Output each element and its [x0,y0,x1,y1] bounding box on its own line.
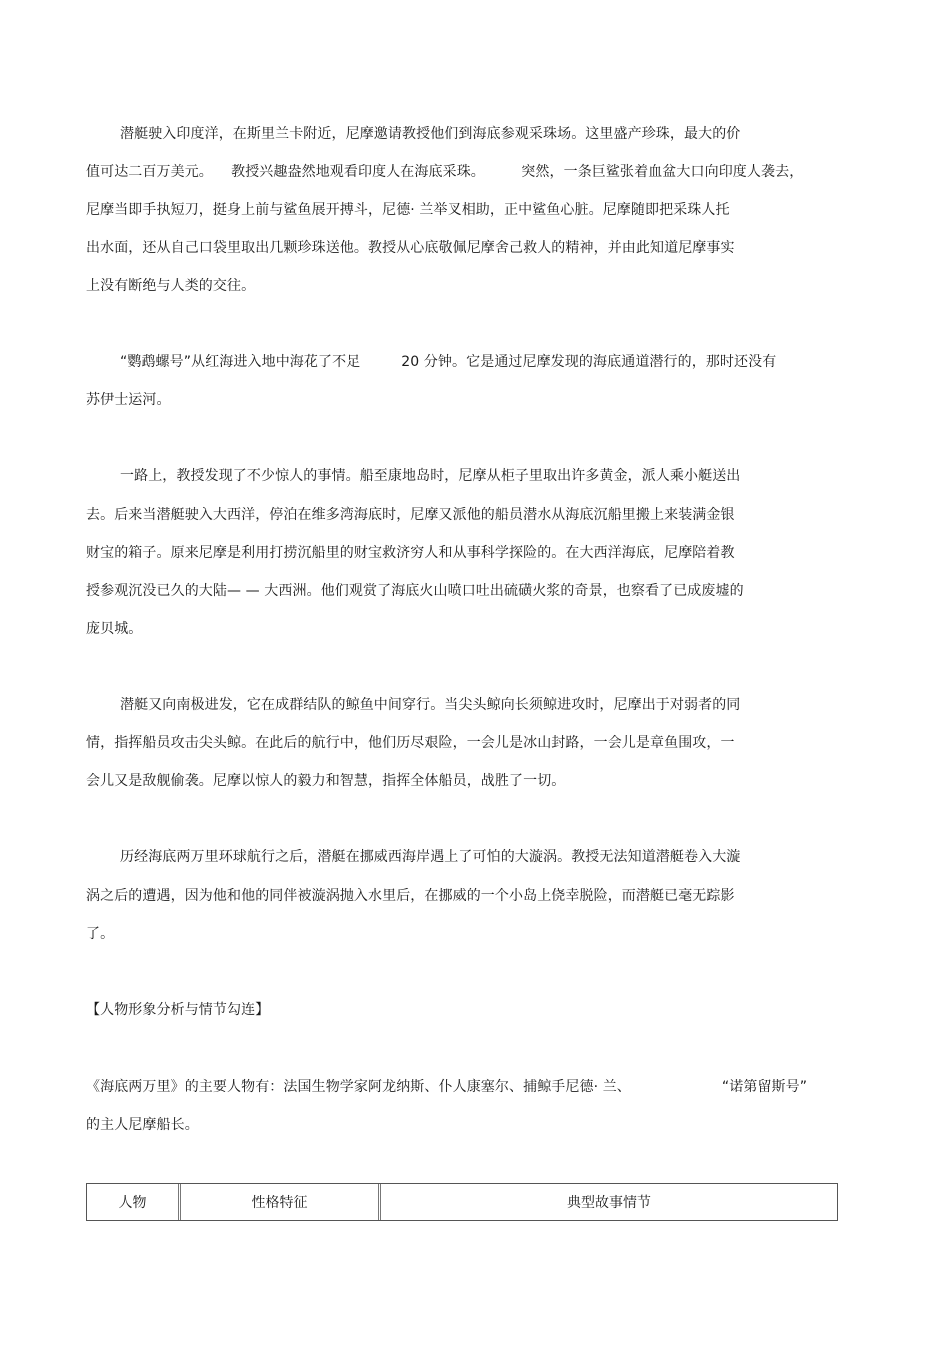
paragraph-1-line-4: 出水面，还从自己口袋里取出几颗珍珠送他。教授从心底敬佩尼摩舍己救人的精神，并由此知道尼摩事实 [86,240,735,256]
paragraph-1-line-5: 上没有断绝与人类的交往。 [86,278,256,294]
table-header-plot: 典型故事情节 [567,1195,651,1211]
table-header-traits: 性格特征 [181,1184,381,1220]
paragraph-1-line-3: 尼摩当即手执短刀，挺身上前与鲨鱼展开搏斗，尼德· 兰举叉相助，正中鲨鱼心脏。尼摩随即把采珠人托 [86,202,730,218]
paragraph-2-line-2: 苏伊士运河。 [86,392,171,408]
paragraph-3-line-1: 一路上，教授发现了不少惊人的事情。船至康地岛时，尼摩从柜子里取出许多黄金，派人乘小艇送出 [120,468,741,484]
paragraph-4-line-2: 情，指挥船员攻击尖头鲸。在此后的航行中，他们历尽艰险，一会儿是冰山封路，一会儿是章鱼围攻，一 [86,735,735,751]
intro-line-1: 《海底两万里》的主要人物有：法国生物学家阿龙纳斯、仆人康塞尔、捕鲸手尼德· 兰、 “诺第留斯号” [86,1079,808,1095]
paragraph-1-line-2: 值可达二百万美元。 教授兴趣盎然地观看印度人在海底采珠。 突然，一条巨鲨张着血盆大口向印度人袭去， [86,164,804,180]
paragraph-3-line-3: 财宝的箱子。原来尼摩是利用打捞沉船里的财宝救济穷人和从事科学探险的。在大西洋海底，尼摩陪着教 [86,545,735,561]
paragraph-4-line-3: 会儿又是敌舰偷袭。尼摩以惊人的毅力和智慧，指挥全体船员，战胜了一切。 [86,773,566,789]
paragraph-3-line-4: 授参观沉没已久的大陆— — 大西洲。他们观赏了海底火山喷口吐出硫磺火浆的奇景，也察看了已成废墟的 [86,583,744,599]
paragraph-2-line-1: “鹦鹉螺号”从红海进入地中海花了不足 20 分钟。它是通过尼摩发现的海底通道潜行的，那时还没有 [120,354,777,370]
paragraph-5-line-2: 涡之后的遭遇，因为他和他的同伴被漩涡抛入水里后，在挪威的一个小岛上侥幸脱险，而潜艇已毫无踪影 [86,888,735,904]
paragraph-4-line-1: 潜艇又向南极进发，它在成群结队的鲸鱼中间穿行。当尖头鲸向长须鲸进攻时，尼摩出于对弱者的同 [120,697,741,713]
paragraph-1-line-1: 潜艇驶入印度洋，在斯里兰卡附近，尼摩邀请教授他们到海底参观采珠场。这里盛产珍珠，最大的价 [120,126,741,142]
section-heading: 【人物形象分析与情节勾连】 [86,1002,270,1018]
paragraph-3-line-2: 去。后来当潜艇驶入大西洋，停泊在维多湾海底时，尼摩又派他的船员潜水从海底沉船里搬上来装满金银 [86,507,735,523]
paragraph-3-line-5: 庞贝城。 [86,621,143,637]
paragraph-5-line-3: 了。 [86,926,115,942]
paragraph-5-line-1: 历经海底两万里环球航行之后，潜艇在挪威西海岸遇上了可怕的大漩涡。教授无法知道潜艇卷入大漩 [120,849,741,865]
table-header-character: 人物 [87,1184,181,1220]
intro-line-2: 的主人尼摩船长。 [86,1117,199,1133]
character-table [86,1183,838,1221]
